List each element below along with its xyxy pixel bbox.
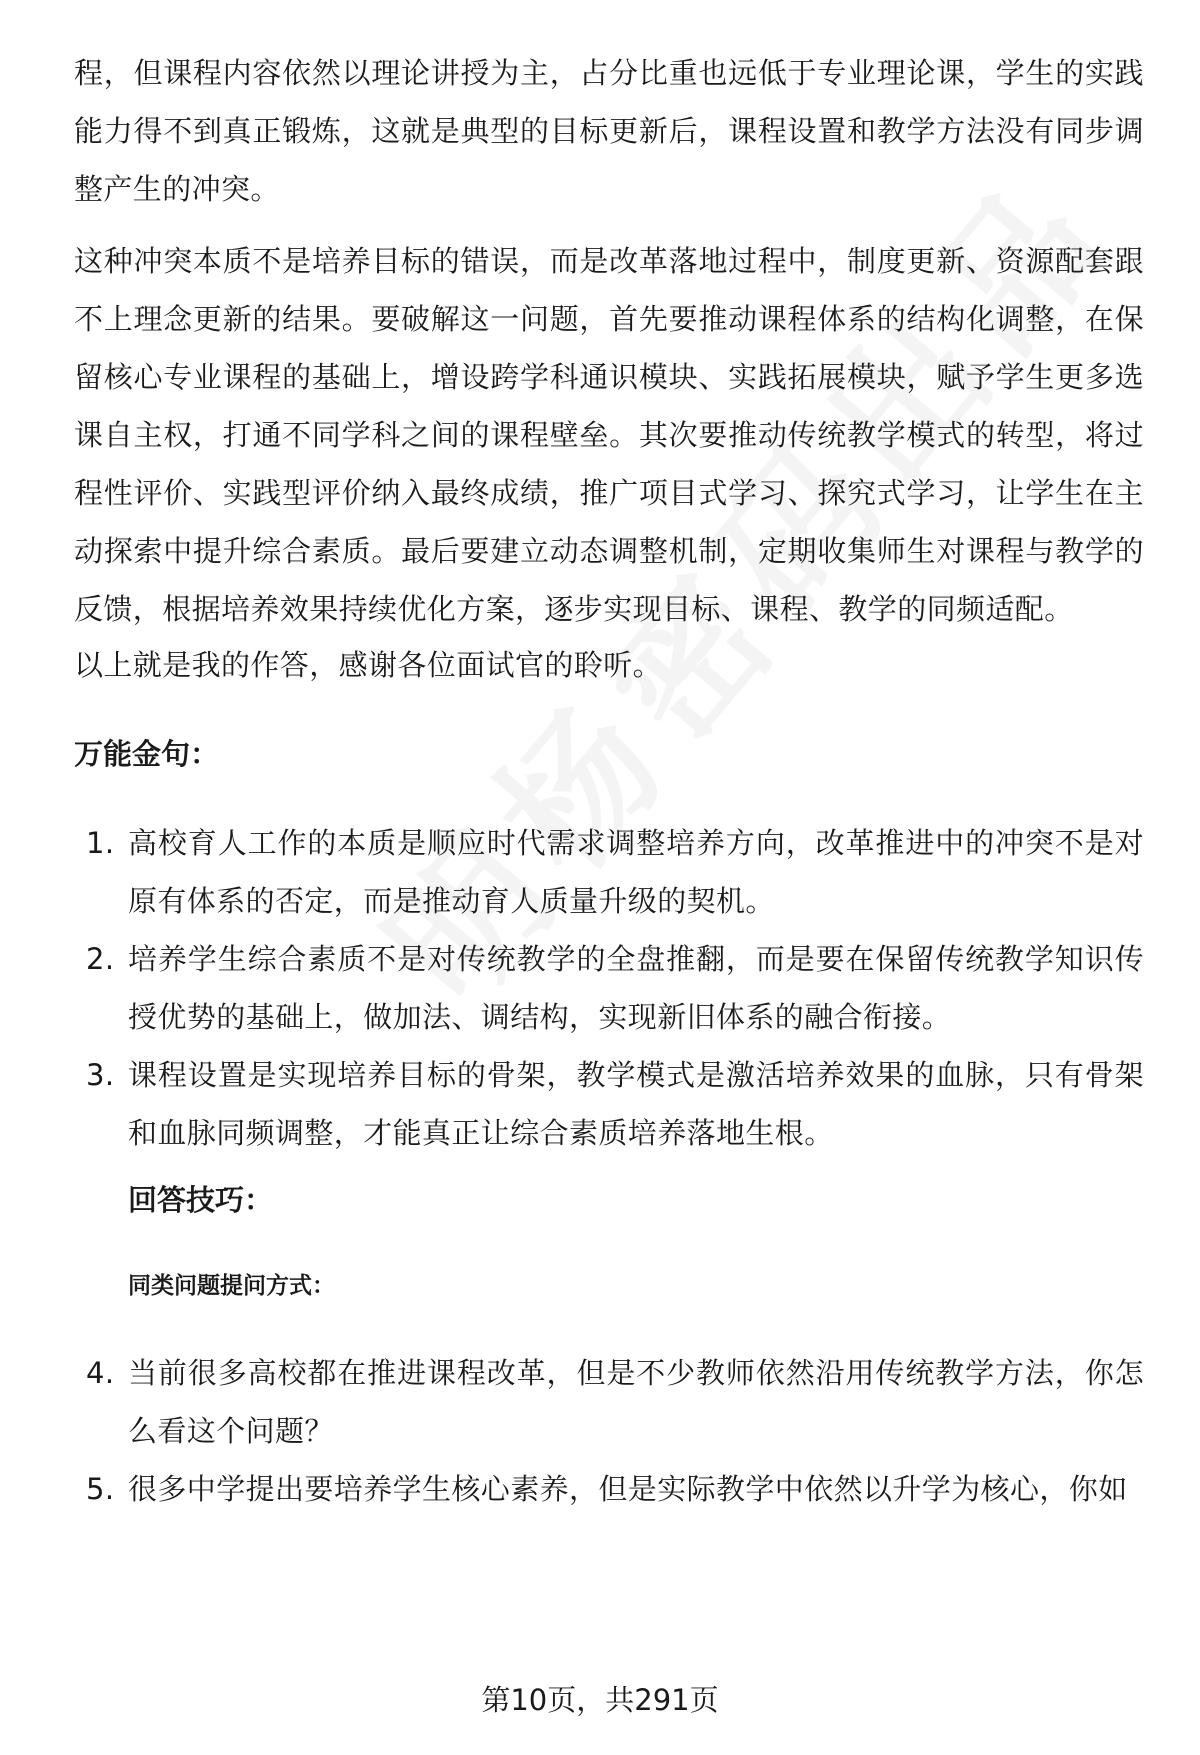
similar-questions-subheading: 同类问题提问方式：	[128, 1273, 335, 1299]
list-item-text: 培养学生综合素质不是对传统教学的全盘推翻，而是要在保留传统教学知识传授优势的基础上，做加法、调结构，实现新旧体系的融合衔接。	[128, 942, 1144, 1034]
list-number: 4.	[86, 1356, 115, 1390]
answer-tips-heading: 回答技巧：	[128, 1183, 274, 1217]
list-item-text: 很多中学提出要培养学生核心素养，但是实际教学中依然以升学为核心，你如	[128, 1472, 1128, 1506]
list-number: 3.	[86, 1058, 115, 1092]
list-number: 2.	[86, 942, 115, 976]
paragraph-continuation: 程，但课程内容依然以理论讲授为主，占分比重也远低于专业理论课，学生的实践能力得不到真正锻炼，这就是典型的目标更新后，课程设置和教学方法没有同步调整产生的冲突。	[74, 56, 1144, 206]
list-item	[74, 814, 1144, 930]
list-number: 1.	[86, 826, 115, 860]
page-number-footer: 第10页，共291页	[481, 1683, 719, 1717]
list-item	[74, 1344, 1144, 1460]
paragraph-solution: 这种冲突本质不是培养目标的错误，而是改革落地过程中，制度更新、资源配套跟不上理念更新的结果。要破解这一问题，首先要推动课程体系的结构化调整，在保留核心专业课程的基础上，增设跨学科通识模块、实践拓展模块，赋予学生更多选课自主权，打通不同学科之间的课程壁垒。其次要推动传统教学模式的转型，将过程性评价、实践型评价纳入最终成绩，推广项目式学习、探究式学习，让学生在主动探索中提升综合素质。最后要建立动态调整机制，定期收集师生对课程与教学的反馈，根据培养效果持续优化方案，逐步实现目标、课程、教学的同频适配。	[74, 244, 1144, 626]
list-item-text: 课程设置是实现培养目标的骨架，教学模式是激活培养效果的血脉，只有骨架和血脉同频调整，才能真正让综合素质培养落地生根。	[128, 1058, 1144, 1150]
list-item-text: 高校育人工作的本质是顺应时代需求调整培养方向，改革推进中的冲突不是对原有体系的否定，而是推动育人质量升级的契机。	[128, 826, 1144, 918]
list-item	[74, 1460, 1144, 1518]
paragraph-closing: 以上就是我的作答，感谢各位面试官的聆听。	[74, 648, 663, 682]
list-item	[74, 930, 1144, 1046]
similar-questions-list	[74, 1344, 1144, 1518]
list-number: 5.	[86, 1472, 115, 1506]
list-item	[74, 1046, 1144, 1162]
golden-sentences-heading: 万能金句：	[74, 737, 220, 771]
list-item-text: 当前很多高校都在推进课程改革，但是不少教师依然沿用传统教学方法，你怎么看这个问题？	[128, 1356, 1144, 1448]
golden-sentences-list	[74, 814, 1144, 1162]
